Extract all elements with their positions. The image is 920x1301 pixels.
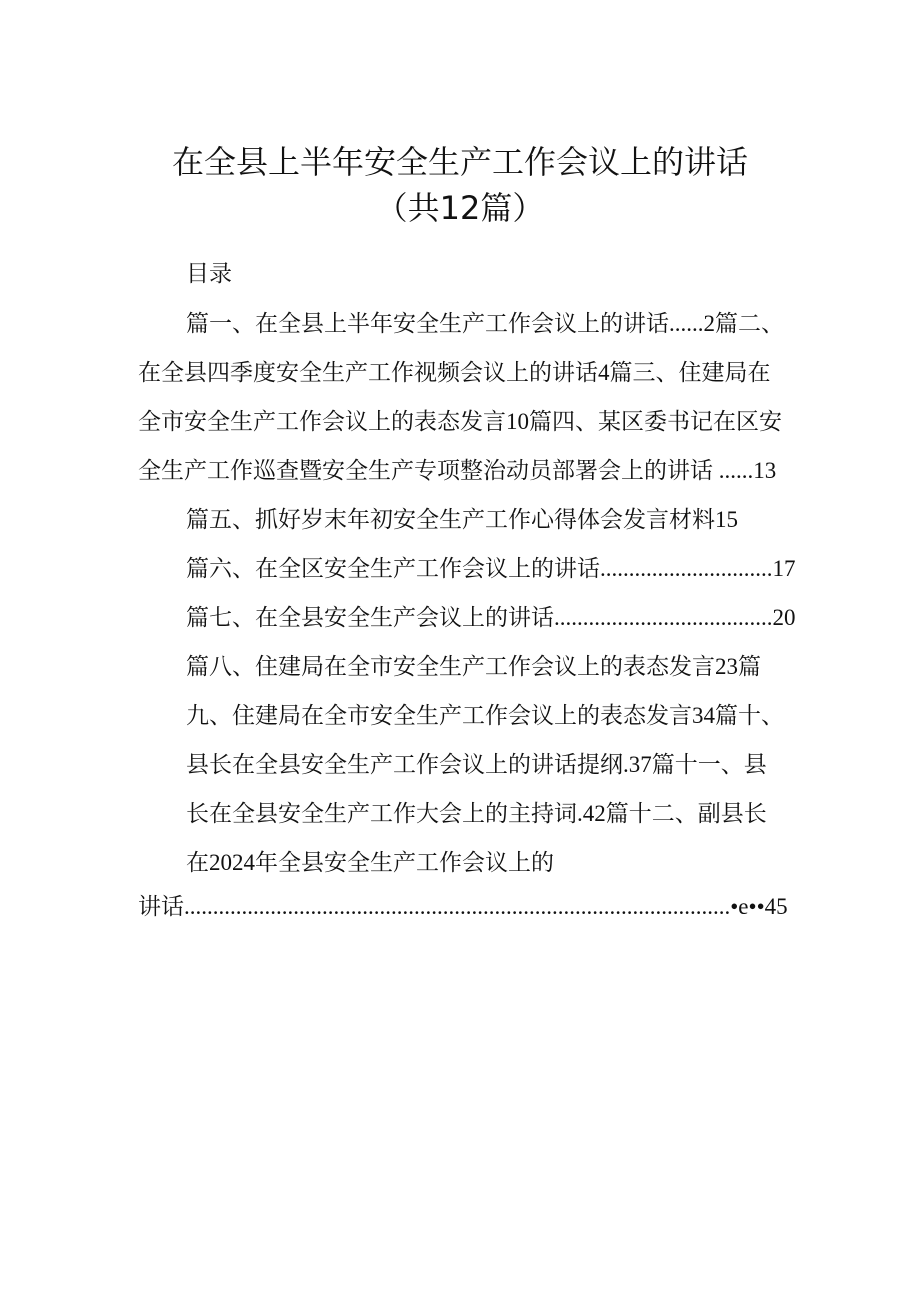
toc-page-number: 37 bbox=[628, 752, 652, 777]
toc-entry-title: 在 bbox=[186, 850, 209, 876]
toc-page-number: 15 bbox=[715, 507, 738, 532]
toc-line[interactable] bbox=[138, 891, 788, 923]
toc-entry-title: 年全县安全生产工作会议上的 bbox=[255, 850, 554, 876]
toc-entry-title: 篇十、 bbox=[715, 703, 784, 729]
toc-page-number: 10 bbox=[506, 409, 529, 434]
toc-entry-title: 篇七、在全县安全生产会议上的讲话 bbox=[186, 605, 554, 631]
toc-entry-title: 县长在全县安全生产工作会议上的讲话提纲 bbox=[186, 752, 623, 778]
toc-entry-title: 讲话 bbox=[138, 894, 184, 920]
toc-page-number: 17 bbox=[772, 556, 796, 581]
toc-entry-title: 篇四、某区委书记在区安 bbox=[529, 409, 782, 435]
toc-entry-title: 长在全县安全生产工作大会上的主持词 bbox=[186, 801, 577, 827]
toc-entry-title: 篇一、在全县上半年安全生产工作会议上的讲话 bbox=[186, 311, 669, 337]
toc-page-number: 23 bbox=[715, 654, 738, 679]
toc-entry-title: 篇十二、副县长 bbox=[605, 801, 767, 827]
toc-entry-title: 篇三、住建局在 bbox=[609, 360, 771, 386]
toc-line[interactable] bbox=[138, 406, 782, 438]
toc-line[interactable] bbox=[186, 602, 796, 634]
toc-line[interactable] bbox=[186, 553, 796, 585]
toc-page-number: 2 bbox=[703, 311, 715, 336]
toc-heading: 目录 bbox=[186, 261, 232, 287]
toc-line[interactable] bbox=[186, 308, 784, 340]
toc-line[interactable] bbox=[186, 651, 761, 683]
toc-line[interactable] bbox=[138, 357, 771, 389]
toc-entry-title: 篇八、住建局在全市安全生产工作会议上的表态发言 bbox=[186, 654, 715, 680]
toc-page-prefix: •e•• bbox=[730, 894, 765, 919]
toc-leader-dots: ............................................................................................... bbox=[184, 894, 731, 919]
toc-page-number: 20 bbox=[772, 605, 796, 630]
toc-page-number: 42 bbox=[582, 801, 606, 826]
toc-line[interactable] bbox=[186, 847, 554, 879]
toc-line[interactable] bbox=[138, 455, 776, 487]
toc-page-number: 4 bbox=[598, 360, 610, 385]
toc-leader-dots: ...... bbox=[713, 458, 754, 483]
toc-leader-dots: ...................................... bbox=[554, 605, 773, 630]
toc-leader-dots: . bbox=[623, 752, 629, 777]
document-title: 在全县上半年安全生产工作会议上的讲话 bbox=[171, 143, 748, 181]
toc-line[interactable] bbox=[186, 798, 767, 830]
toc-line[interactable] bbox=[186, 749, 767, 781]
toc-entry-title: 篇 bbox=[738, 654, 761, 680]
toc-entry-title: 篇六、在全区安全生产工作会议上的讲话 bbox=[186, 556, 600, 582]
toc-entry-title: 篇五、抓好岁末年初安全生产工作心得体会发言材料 bbox=[186, 507, 715, 533]
toc-line[interactable] bbox=[186, 700, 784, 732]
toc-leader-dots: .............................. bbox=[600, 556, 773, 581]
toc-leader-dots: . bbox=[577, 801, 583, 826]
toc-entry-title: 篇二、 bbox=[715, 311, 784, 337]
toc-leader-dots: ...... bbox=[669, 311, 704, 336]
toc-entry-title: 篇十一、县 bbox=[651, 752, 767, 778]
toc-entry-title: 在全县四季度安全生产工作视频会议上的讲话 bbox=[138, 360, 598, 386]
toc-entry-title: 全市安全生产工作会议上的表态发言 bbox=[138, 409, 506, 435]
document-subtitle: （共12篇） bbox=[375, 189, 545, 227]
toc-year: 2024 bbox=[209, 850, 255, 875]
toc-page-number: 13 bbox=[753, 458, 777, 483]
toc-entry-title: 全生产工作巡查暨安全生产专项整治动员部署会上的讲话 bbox=[138, 458, 713, 484]
toc-page-number: 34 bbox=[692, 703, 715, 728]
toc-entry-title: 九、住建局在全市安全生产工作会议上的表态发言 bbox=[186, 703, 692, 729]
toc-page-number: 45 bbox=[764, 894, 788, 919]
toc-line[interactable] bbox=[186, 504, 738, 536]
